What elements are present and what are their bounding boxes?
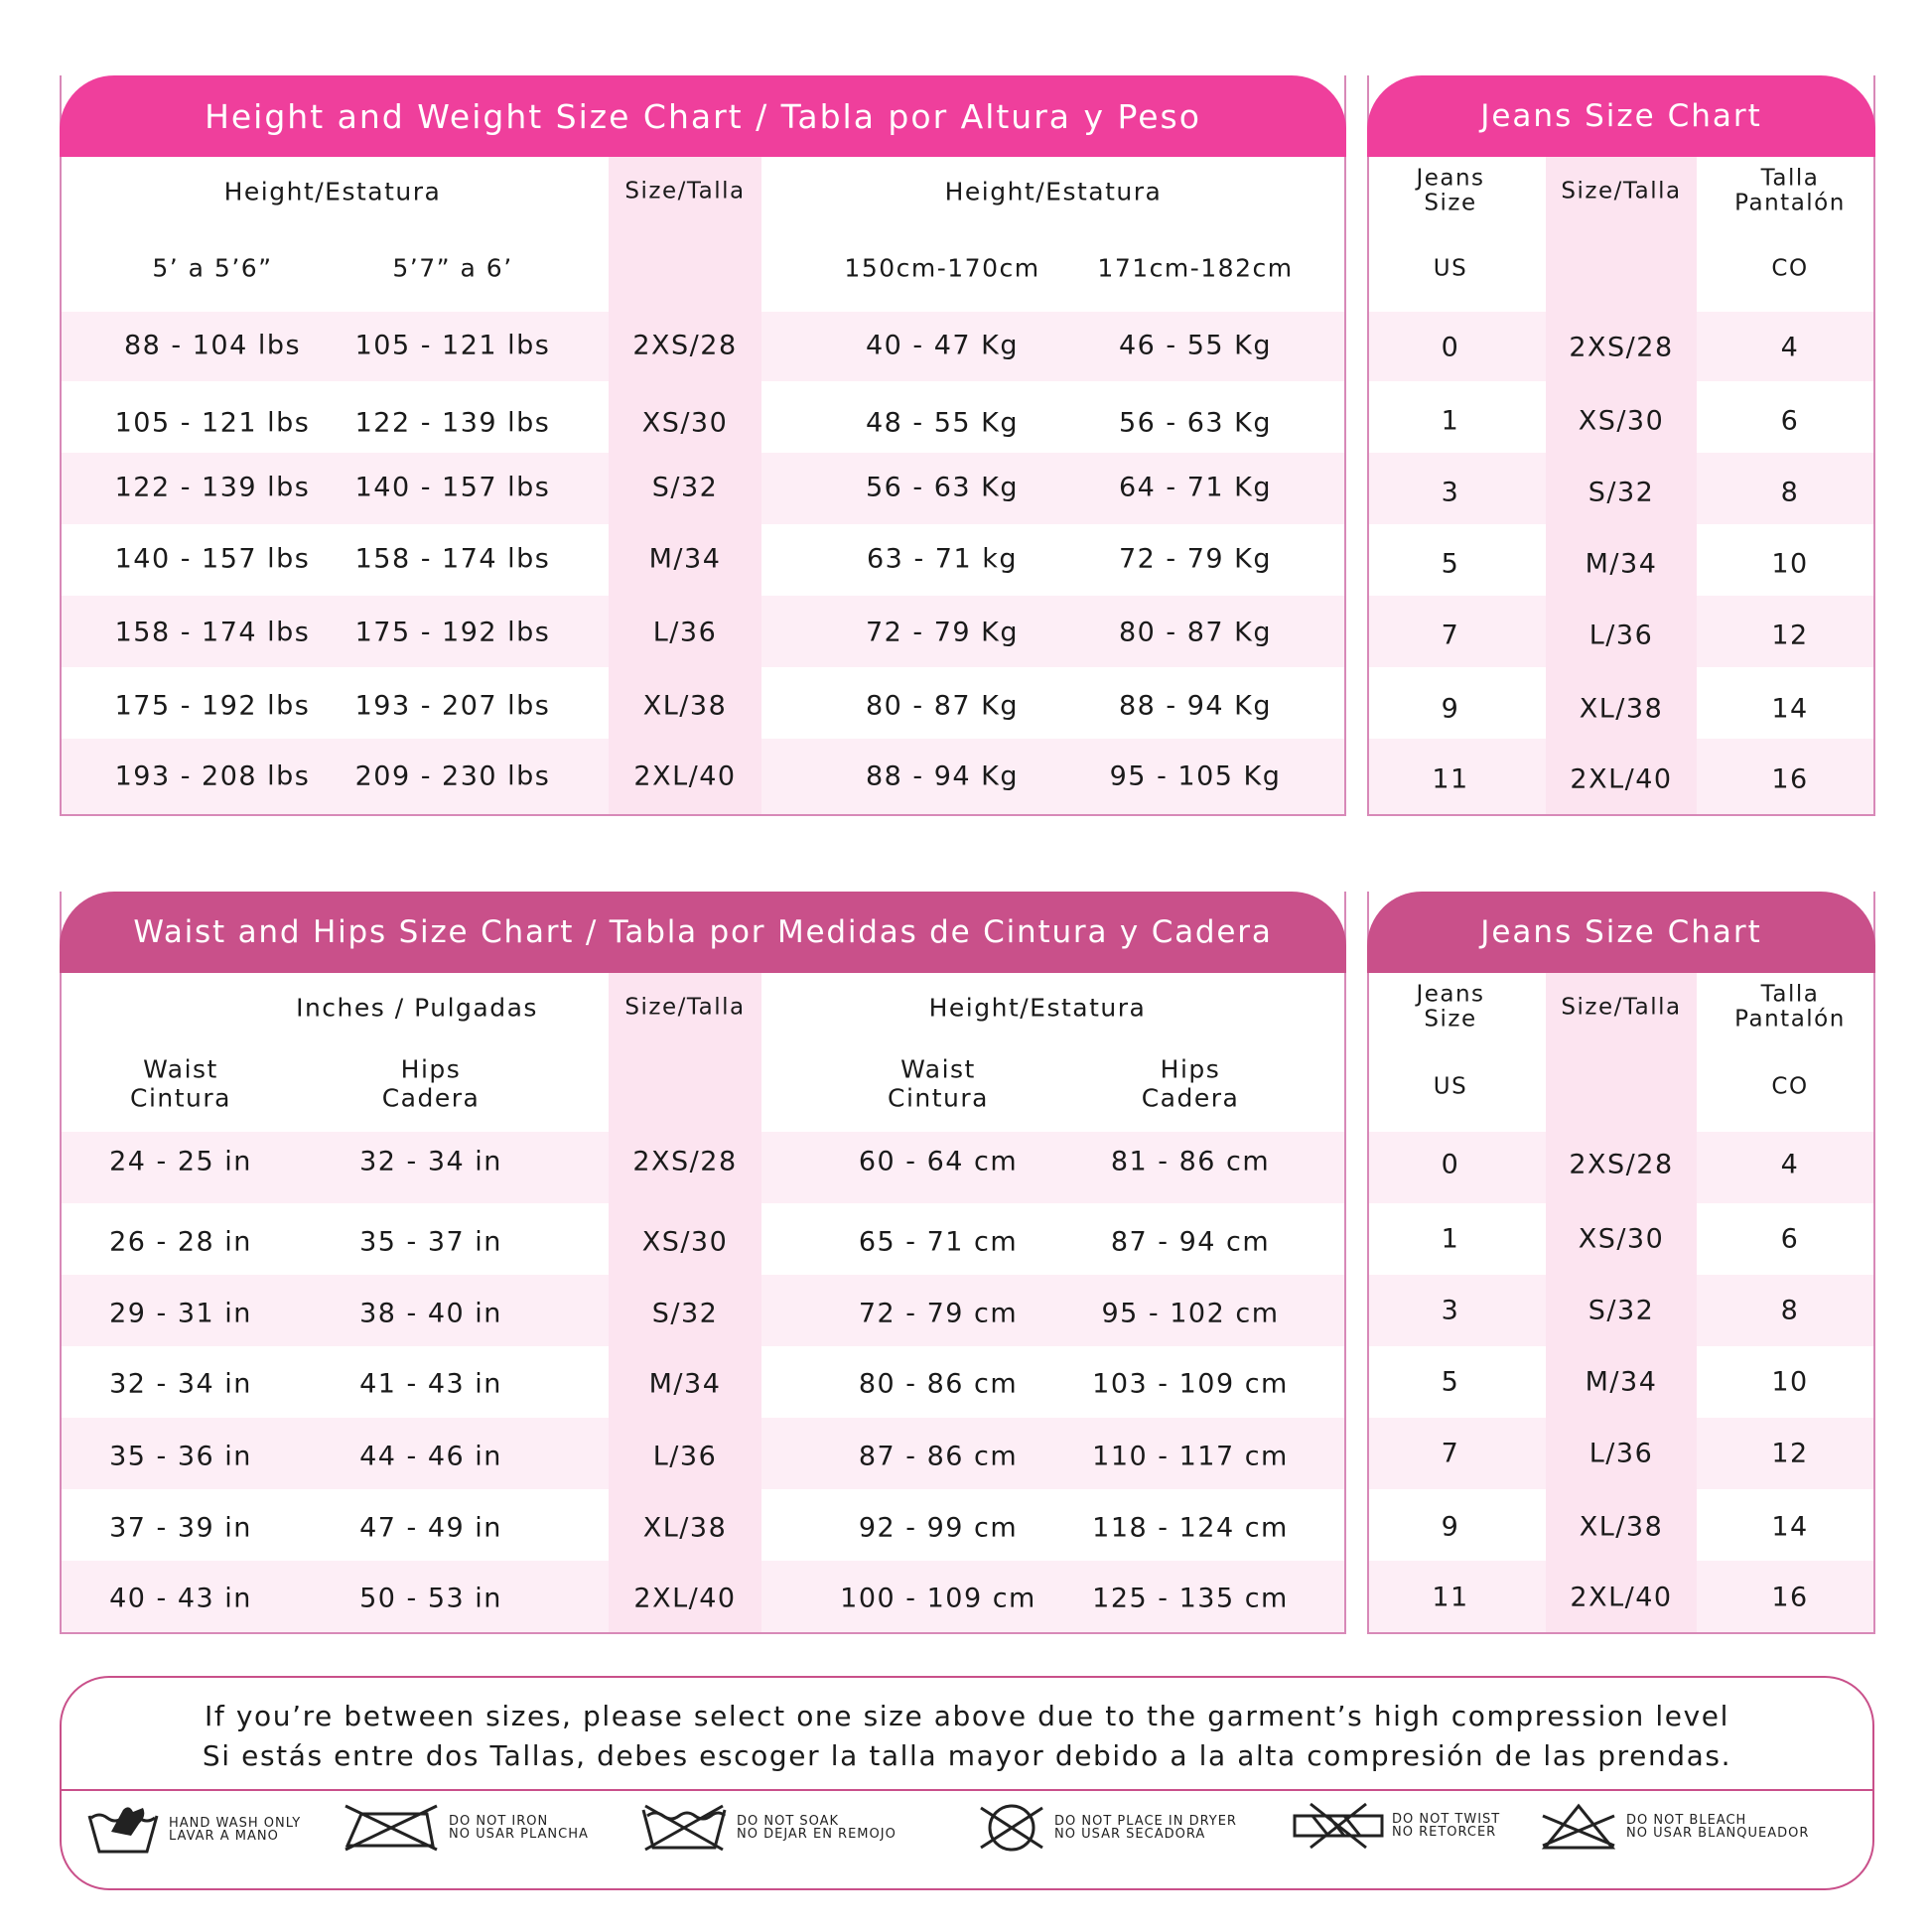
waist_hips-cell-r0-c3: 60 - 64 cm <box>858 1146 1019 1177</box>
waist_hips-cell-r5-c1: 47 - 49 in <box>359 1512 502 1544</box>
jeans_2-sub-0: US <box>1433 1073 1468 1100</box>
waist_hips-cell-r0-c0: 24 - 25 in <box>109 1146 252 1177</box>
jeans_1-cell-r2-c1: S/32 <box>1587 477 1655 508</box>
jeans_2-cell-r3-c0: 5 <box>1441 1366 1460 1398</box>
jeans_1-cell-r6-c2: 16 <box>1771 763 1809 795</box>
height_weight-cell-r3-c0: 140 - 157 lbs <box>114 543 311 575</box>
jeans_2-header-0: Jeans Size <box>1416 981 1485 1033</box>
height_weight-cell-r5-c2: XL/38 <box>642 690 728 722</box>
jeans-size-table-top <box>1367 75 1875 816</box>
jeans_2-cell-r5-c2: 14 <box>1771 1511 1809 1543</box>
jeans_1-header-2: Talla Pantalón <box>1734 165 1846 216</box>
height_weight-cell-r3-c1: 158 - 174 lbs <box>354 543 551 575</box>
waist_hips-cell-r6-c0: 40 - 43 in <box>109 1583 252 1614</box>
waist_hips-cell-r1-c1: 35 - 37 in <box>359 1226 502 1258</box>
waist_hips-cell-r1-c4: 87 - 94 cm <box>1110 1226 1271 1258</box>
jeans_2-cell-r5-c0: 9 <box>1441 1511 1460 1543</box>
care-no-twist-en: DO NOT TWIST <box>1392 1812 1501 1827</box>
jeans_2-cell-r5-c1: XL/38 <box>1579 1511 1664 1543</box>
jeans_2-cell-r0-c0: 0 <box>1441 1149 1460 1180</box>
jeans_2-cell-r0-c1: 2XS/28 <box>1569 1149 1674 1180</box>
jeans_1-cell-r1-c1: XS/30 <box>1578 405 1665 437</box>
height_weight-cell-r0-c0: 88 - 104 lbs <box>123 330 302 361</box>
height_weight-cell-r6-c0: 193 - 208 lbs <box>114 760 311 792</box>
jeans_1-cell-r3-c0: 5 <box>1441 548 1460 580</box>
height_weight-cell-r0-c3: 40 - 47 Kg <box>865 330 1020 361</box>
height_weight-cell-r0-c4: 46 - 55 Kg <box>1118 330 1273 361</box>
jeans-top-title: Jeans Size Chart <box>1367 75 1875 157</box>
jeans_2-cell-r1-c0: 1 <box>1441 1223 1460 1255</box>
waist_hips-cell-r0-c4: 81 - 86 cm <box>1110 1146 1271 1177</box>
hand-wash-icon <box>85 1802 161 1858</box>
jeans_2-header-2: Talla Pantalón <box>1734 981 1846 1033</box>
height_weight-cell-r6-c2: 2XL/40 <box>633 760 737 792</box>
waist_hips-cell-r0-c1: 32 - 34 in <box>359 1146 502 1177</box>
height_weight-cell-r5-c0: 175 - 192 lbs <box>114 690 311 722</box>
no-dryer-icon <box>977 1802 1046 1854</box>
waist_hips-cell-r3-c3: 80 - 86 cm <box>858 1368 1019 1400</box>
jeans_2-cell-r0-c2: 4 <box>1780 1149 1800 1180</box>
waist_hips-cell-r2-c2: S/32 <box>651 1298 719 1329</box>
jeans-top-body <box>1369 157 1873 814</box>
waist_hips-cell-r5-c3: 92 - 99 cm <box>858 1512 1019 1544</box>
jeans_1-cell-r5-c0: 9 <box>1441 693 1460 725</box>
height_weight-cell-r5-c4: 88 - 94 Kg <box>1118 690 1273 722</box>
waist_hips-col-header-1: Inches / Pulgadas <box>296 993 538 1023</box>
jeans_2-cell-r1-c2: 6 <box>1780 1223 1800 1255</box>
waist_hips-cell-r2-c1: 38 - 40 in <box>359 1298 502 1329</box>
height_weight-cell-r2-c4: 64 - 71 Kg <box>1118 472 1273 503</box>
height_weight-cell-r3-c3: 63 - 71 kg <box>867 543 1018 575</box>
height_weight-cell-r1-c2: XS/30 <box>641 407 729 439</box>
jeans_1-cell-r2-c0: 3 <box>1441 477 1460 508</box>
care-no-bleach-en: DO NOT BLEACH <box>1626 1813 1747 1828</box>
care-no-iron-es: NO USAR PLANCHA <box>449 1827 589 1842</box>
waist_hips-cell-r2-c0: 29 - 31 in <box>109 1298 252 1329</box>
waist_hips-cell-r6-c1: 50 - 53 in <box>359 1583 502 1614</box>
height_weight-cell-r2-c0: 122 - 139 lbs <box>114 472 311 503</box>
height_weight-cell-r1-c4: 56 - 63 Kg <box>1118 407 1273 439</box>
jeans_2-cell-r3-c1: M/34 <box>1585 1366 1658 1398</box>
waist-hips-title: Waist and Hips Size Chart / Tabla por Medidas de Cintura y Cadera <box>60 892 1346 973</box>
waist_hips-cell-r4-c4: 110 - 117 cm <box>1092 1441 1289 1472</box>
care-no-bleach <box>1539 1802 1809 1852</box>
care-hand-wash-es: LAVAR A MANO <box>169 1829 279 1844</box>
waist_hips-cell-r2-c4: 95 - 102 cm <box>1101 1298 1280 1329</box>
waist_hips-cell-r6-c4: 125 - 135 cm <box>1092 1583 1289 1614</box>
height-weight-title: Height and Weight Size Chart / Tabla por Altura y Peso <box>60 75 1346 157</box>
no-soak-icon <box>639 1802 729 1854</box>
height_weight-sub-3: 150cm-170cm <box>844 253 1040 283</box>
height_weight-sub-0: 5’ a 5’6” <box>152 253 273 283</box>
jeans_1-cell-r6-c1: 2XL/40 <box>1570 763 1673 795</box>
waist_hips-sub-0: Waist Cintura <box>130 1054 231 1112</box>
waist_hips-col-header-size: Size/Talla <box>624 994 746 1021</box>
jeans_2-cell-r4-c2: 12 <box>1771 1438 1809 1469</box>
waist_hips-sub-1: Hips Cadera <box>381 1054 481 1112</box>
jeans_2-sub-2: CO <box>1771 1073 1809 1100</box>
waist_hips-cell-r1-c3: 65 - 71 cm <box>858 1226 1019 1258</box>
height_weight-col-header-2: Height/Estatura <box>944 177 1163 207</box>
care-no-soak-en: DO NOT SOAK <box>737 1814 840 1829</box>
jeans_1-cell-r0-c0: 0 <box>1441 332 1460 363</box>
care-no-dryer <box>977 1802 1237 1854</box>
no-twist-icon <box>1293 1802 1384 1850</box>
height_weight-cell-r0-c2: 2XS/28 <box>632 330 738 361</box>
jeans_1-cell-r2-c2: 8 <box>1780 477 1800 508</box>
jeans_1-sub-0: US <box>1433 255 1468 282</box>
no-iron-icon <box>342 1802 441 1854</box>
jeans_1-cell-r5-c1: XL/38 <box>1579 693 1664 725</box>
waist_hips-cell-r4-c3: 87 - 86 cm <box>858 1441 1019 1472</box>
no-bleach-icon <box>1539 1802 1618 1852</box>
height_weight-cell-r5-c3: 80 - 87 Kg <box>865 690 1020 722</box>
jeans_2-cell-r1-c1: XS/30 <box>1578 1223 1665 1255</box>
care-no-dryer-en: DO NOT PLACE IN DRYER <box>1054 1814 1237 1829</box>
waist_hips-cell-r1-c0: 26 - 28 in <box>109 1226 252 1258</box>
jeans_1-sub-2: CO <box>1771 255 1809 282</box>
height_weight-cell-r4-c1: 175 - 192 lbs <box>354 617 551 648</box>
jeans_2-cell-r6-c0: 11 <box>1432 1582 1469 1613</box>
waist_hips-cell-r4-c2: L/36 <box>652 1441 718 1472</box>
jeans_1-header-1: Size/Talla <box>1561 178 1682 205</box>
waist_hips-cell-r6-c2: 2XL/40 <box>633 1583 737 1614</box>
jeans_1-cell-r4-c0: 7 <box>1441 620 1460 651</box>
jeans_2-cell-r3-c2: 10 <box>1771 1366 1809 1398</box>
jeans-size-table-bottom <box>1367 892 1875 1634</box>
jeans_2-cell-r4-c1: L/36 <box>1588 1438 1654 1469</box>
height_weight-cell-r2-c1: 140 - 157 lbs <box>354 472 551 503</box>
jeans_1-cell-r1-c2: 6 <box>1780 405 1800 437</box>
jeans_1-cell-r4-c1: L/36 <box>1588 620 1654 651</box>
height_weight-cell-r3-c4: 72 - 79 Kg <box>1118 543 1273 575</box>
waist_hips-cell-r3-c0: 32 - 34 in <box>109 1368 252 1400</box>
jeans_2-header-1: Size/Talla <box>1561 994 1682 1021</box>
jeans_2-cell-r6-c2: 16 <box>1771 1582 1809 1613</box>
height_weight-cell-r6-c4: 95 - 105 Kg <box>1109 760 1282 792</box>
jeans_1-cell-r6-c0: 11 <box>1432 763 1469 795</box>
waist_hips-cell-r2-c3: 72 - 79 cm <box>858 1298 1019 1329</box>
height_weight-cell-r2-c3: 56 - 63 Kg <box>865 472 1020 503</box>
jeans_1-header-0: Jeans Size <box>1416 165 1485 216</box>
note-english: If you’re between sizes, please select one size above due to the garment’s high compression level <box>205 1700 1729 1732</box>
waist_hips-cell-r5-c2: XL/38 <box>642 1512 728 1544</box>
care-no-iron-en: DO NOT IRON <box>449 1814 549 1829</box>
note-spanish: Si estás entre dos Tallas, debes escoger la talla mayor debido a la alta compresión de las prendas. <box>202 1739 1732 1772</box>
height_weight-cell-r1-c3: 48 - 55 Kg <box>865 407 1020 439</box>
note-divider <box>62 1789 1872 1791</box>
height_weight-sub-1: 5’7” a 6’ <box>392 253 513 283</box>
height_weight-cell-r4-c3: 72 - 79 Kg <box>865 617 1020 648</box>
waist_hips-cell-r5-c0: 37 - 39 in <box>109 1512 252 1544</box>
jeans_2-cell-r2-c0: 3 <box>1441 1295 1460 1326</box>
waist-hips-body <box>62 973 1344 1632</box>
jeans_2-cell-r2-c1: S/32 <box>1587 1295 1655 1326</box>
waist_hips-cell-r4-c0: 35 - 36 in <box>109 1441 252 1472</box>
care-no-twist <box>1293 1802 1500 1850</box>
care-no-bleach-es: NO USAR BLANQUEADOR <box>1626 1826 1810 1841</box>
care-no-iron <box>342 1802 589 1854</box>
jeans-bottom-title: Jeans Size Chart <box>1367 892 1875 973</box>
waist_hips-sub-4: Hips Cadera <box>1141 1054 1240 1112</box>
waist_hips-cell-r3-c4: 103 - 109 cm <box>1092 1368 1289 1400</box>
height_weight-cell-r4-c4: 80 - 87 Kg <box>1118 617 1273 648</box>
jeans_2-cell-r6-c1: 2XL/40 <box>1570 1582 1673 1613</box>
height_weight-cell-r3-c2: M/34 <box>648 543 722 575</box>
height_weight-col-header-size: Size/Talla <box>624 178 746 205</box>
height_weight-cell-r2-c2: S/32 <box>651 472 719 503</box>
jeans-bottom-body <box>1369 973 1873 1632</box>
jeans_1-cell-r1-c0: 1 <box>1441 405 1460 437</box>
height_weight-col-header-1: Height/Estatura <box>223 177 442 207</box>
jeans_1-cell-r3-c2: 10 <box>1771 548 1809 580</box>
height_weight-cell-r5-c1: 193 - 207 lbs <box>354 690 551 722</box>
jeans_2-cell-r2-c2: 8 <box>1780 1295 1800 1326</box>
height_weight-cell-r4-c0: 158 - 174 lbs <box>114 617 311 648</box>
waist_hips-cell-r1-c2: XS/30 <box>641 1226 729 1258</box>
jeans_1-cell-r3-c1: M/34 <box>1585 548 1658 580</box>
jeans_1-cell-r4-c2: 12 <box>1771 620 1809 651</box>
care-no-soak <box>639 1802 897 1854</box>
height_weight-cell-r0-c1: 105 - 121 lbs <box>354 330 551 361</box>
height_weight-cell-r6-c1: 209 - 230 lbs <box>354 760 551 792</box>
waist_hips-cell-r3-c1: 41 - 43 in <box>359 1368 502 1400</box>
jeans_1-cell-r5-c2: 14 <box>1771 693 1809 725</box>
waist_hips-cell-r0-c2: 2XS/28 <box>632 1146 738 1177</box>
waist_hips-sub-3: Waist Cintura <box>888 1054 989 1112</box>
height-weight-table <box>60 75 1346 816</box>
care-no-dryer-es: NO USAR SECADORA <box>1054 1827 1206 1842</box>
height_weight-cell-r6-c3: 88 - 94 Kg <box>865 760 1020 792</box>
waist_hips-col-header-2: Height/Estatura <box>928 993 1147 1023</box>
height_weight-sub-4: 171cm-182cm <box>1097 253 1294 283</box>
size-note-box <box>60 1676 1874 1890</box>
care-hand-wash-en: HAND WASH ONLY <box>169 1816 302 1831</box>
jeans_1-cell-r0-c2: 4 <box>1780 332 1800 363</box>
height_weight-cell-r4-c2: L/36 <box>652 617 718 648</box>
care-no-soak-es: NO DEJAR EN REMOJO <box>737 1827 897 1842</box>
care-no-twist-es: NO RETORCER <box>1392 1825 1497 1840</box>
waist_hips-cell-r4-c1: 44 - 46 in <box>359 1441 502 1472</box>
waist_hips-cell-r6-c3: 100 - 109 cm <box>840 1583 1036 1614</box>
height_weight-cell-r1-c1: 122 - 139 lbs <box>354 407 551 439</box>
waist_hips-cell-r5-c4: 118 - 124 cm <box>1092 1512 1289 1544</box>
height-weight-body <box>62 157 1344 814</box>
waist_hips-cell-r3-c2: M/34 <box>648 1368 722 1400</box>
waist-hips-table <box>60 892 1346 1634</box>
jeans_1-cell-r0-c1: 2XS/28 <box>1569 332 1674 363</box>
jeans_2-cell-r4-c0: 7 <box>1441 1438 1460 1469</box>
height_weight-cell-r1-c0: 105 - 121 lbs <box>114 407 311 439</box>
care-hand-wash <box>85 1802 301 1858</box>
